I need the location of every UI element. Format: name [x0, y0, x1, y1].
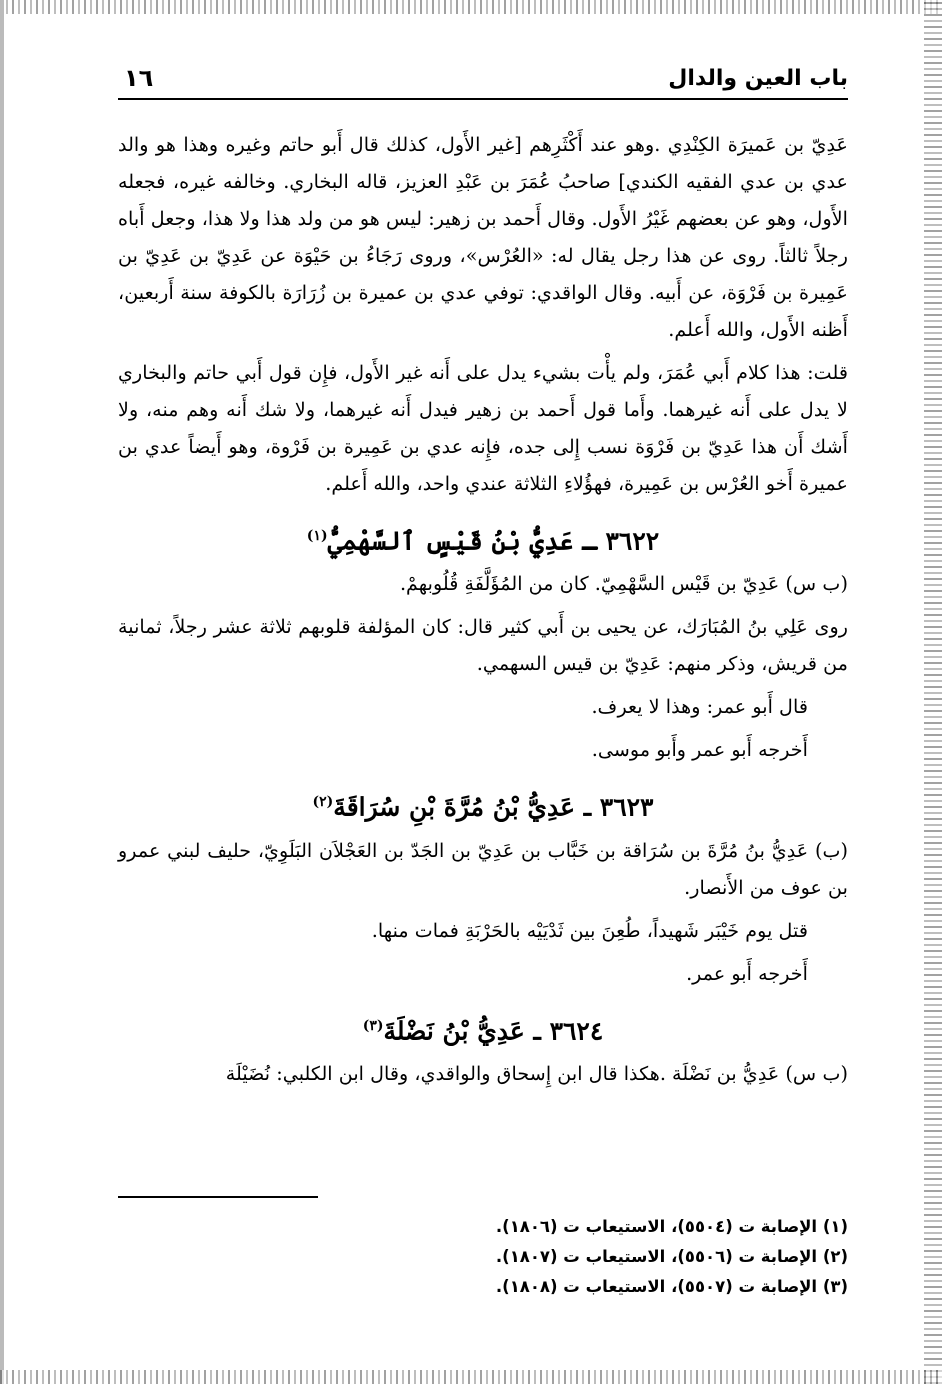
- footnote: (١) الإصابة ت (٥٥٠٤)، الاستيعاب ت (١٨٠٦).: [495, 1217, 848, 1236]
- decorative-border-bottom: [0, 1370, 942, 1384]
- paragraph: قال أَبو عمر: وهذا لا يعرف.: [591, 695, 808, 719]
- footnote-mark: (٣): [362, 1017, 384, 1034]
- paragraph: روى عَلِي بنُ المُبَارَك، عن يحيى بن أَبي كثير قال: كان المؤلفة قلوبهم ثلاثة عشر رجلاً، ثمانية من قريش، وذكر منهم: عَدِيّ بن قيس السهمي.: [118, 615, 848, 676]
- paragraph: (ب س) عَدِيُّ بن نَضْلَة .هكذا قال ابن إِسحاق والواقدي، وقال ابن الكلبي: نُضَيْلَة: [225, 1061, 848, 1085]
- decorative-border-top: [0, 0, 942, 14]
- running-title: باب العين والدال: [668, 66, 848, 91]
- paragraph: قلت: هذا كلام أَبي عُمَرَ، ولم يأْت بشيء يدل على أَنه غير الأَول، فإِن قول أَبي حاتم والبخاري لا يدل على أَنه غيرهما. وأَما قول أَحمد بن زهير فيدل أَنه غيرهما، ولا شك أَنه وهم منه، ولا أَشك أَن هذا عَدِيّ بن فَرْوَة نسب إِلى جده، فإِنه عدي بن عَمِيرة بن فَرْوة، وهو أَيضاً عدي بن عميرة أَخو العُرْس بن عَمِيرة، فهؤُلاءِ الثلاثة عندي واحد، والله أَعلم.: [118, 361, 848, 495]
- entry-title: [118, 1006, 848, 1051]
- page-edge-left: [0, 0, 4, 1384]
- entry-title-text: ٣٦٢٢ ـ عَدِيُّ بْنُ قَيْسٍ ٱلسَّهْمِيُّ: [327, 526, 660, 556]
- entry-title-text: ٣٦٢٣ ـ عَدِيُّ بْنُ مُرَّةَ بْنِ سُرَاقَةَ: [333, 792, 654, 822]
- footnote-separator: [118, 1196, 318, 1198]
- entry-title: [118, 516, 848, 561]
- entry-title: [118, 782, 848, 827]
- paragraph: (ب س) عَدِيّ بن قَيْس السَّهْمِيّ. كان من المُؤَلَّفَةِ قُلُوبهمْ.: [399, 572, 848, 596]
- entry: [118, 1006, 848, 1092]
- page-header: [118, 60, 848, 100]
- paragraph: قتل يوم خَيْبَر شَهيداً، طُعِنَ بين ثَدْيَيْه بالحَرْبَةِ فمات منها.: [371, 918, 808, 942]
- footnotes: [118, 1212, 848, 1302]
- footnote-mark: (١): [306, 528, 328, 544]
- paragraph: عَدِيّ بن عَميرَة الكِنْدِي .وهو عند أَكْثَرِهم [غير الأَول، كذلك قال أَبو حاتم وغيره وهذا هو والد عدي بن عدي الفقيه الكندي] صاحبُ عُمَرَ بن عَبْدِ العزيز، قاله البخاري. وخالفه غيره، فجعله الأَول، وهو عن بعضهم غَيْرُ الأَول. وقال أَحمد بن زهير: ليس هو من ولد هذا ولا هذا، وجعل أَباه رجلاً ثالثاً. روى عن هذا رجل يقال له: «العُرْس»، وروى رَجَاءُ بن حَيْوَة عن عَدِيّ بن عَدِيّ بن عَمِيرة بن فَرْوَة، عن أَبيه. وقال الواقدي: توفي عدي بن عميرة بن زُرَارَة بالكوفة سنة أَربعين، أَظنه الأَول، والله أَعلم.: [118, 133, 848, 341]
- entry: [118, 516, 848, 768]
- paragraph: أَخرجه أَبو عمر.: [686, 961, 808, 985]
- page-content: [118, 60, 848, 1296]
- footnote: (٢) الإصابة ت (٥٥٠٦)، الاستيعاب ت (١٨٠٧).: [495, 1247, 848, 1266]
- main-text: [118, 126, 848, 1092]
- footnote: (٣) الإصابة ت (٥٥٠٧)، الاستيعاب ت (١٨٠٨).: [495, 1277, 848, 1296]
- entry-title-text: ٣٦٢٤ ـ عَدِيُّ بْنُ نَضْلَةَ: [383, 1015, 604, 1045]
- paragraph: (ب) عَدِيُّ بنُ مُرَّةَ بن سُرَاقة بن خَبَّاب بن عَدِيّ بن الجَدّ بن العَجْلاَن البَلَوِيّ، حليف لبني عمرو بن عوف من الأَنصار.: [118, 838, 848, 899]
- paragraph: أَخرجه أَبو عمر وأَبو موسى.: [591, 738, 808, 762]
- decorative-border-right: [924, 0, 942, 1384]
- page-number: ١٦: [124, 64, 154, 92]
- footnote-mark: (٢): [312, 794, 334, 811]
- entry: [118, 782, 848, 991]
